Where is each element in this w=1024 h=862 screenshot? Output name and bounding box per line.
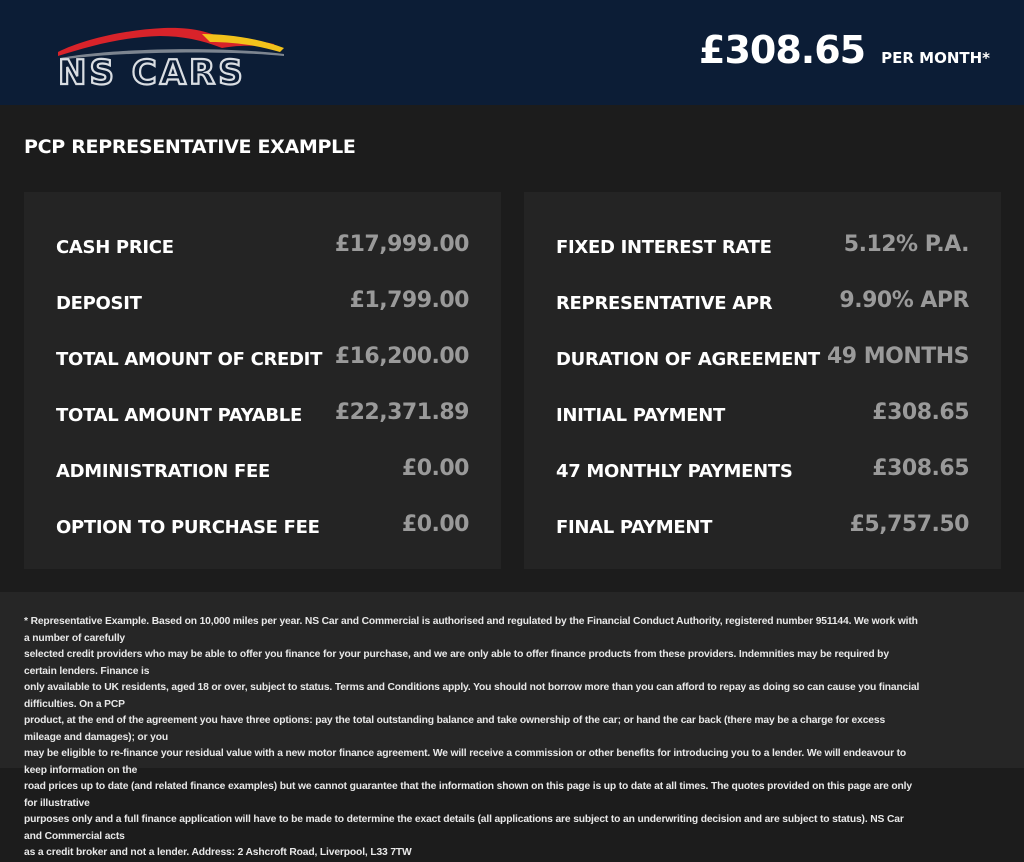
- row-cash-price: [56, 224, 469, 264]
- section-title: PCP REPRESENTATIVE EXAMPLE: [24, 136, 356, 158]
- row-total-credit: [56, 336, 469, 376]
- row-label: TOTAL AMOUNT OF CREDIT: [56, 348, 323, 370]
- ns-cars-logo[interactable]: [52, 18, 292, 90]
- row-value: £17,999.00: [334, 231, 469, 257]
- row-label: DURATION OF AGREEMENT: [556, 348, 820, 370]
- finance-section: [0, 105, 1024, 592]
- row-value: 5.12% P.A.: [843, 231, 969, 257]
- row-label: FINAL PAYMENT: [556, 516, 713, 538]
- logo-wordmark: NS CARS: [58, 53, 246, 90]
- row-value: £5,757.50: [849, 511, 969, 537]
- row-monthly-payments: [556, 448, 969, 488]
- disclaimer-line: road prices up to date (and related finance examples) but we cannot guarantee that the information shown on this page is up to date at all times. The quotes provided on this page are only for illustrative: [24, 781, 912, 809]
- row-value: £22,371.89: [334, 399, 469, 425]
- row-label: REPRESENTATIVE APR: [556, 292, 773, 314]
- disclaimer-line: product, at the end of the agreement you have three options: pay the total outstanding balance and take ownership of the car; or hand the car back (there may be a charge for excess mileage and damages); or you: [24, 715, 886, 743]
- row-deposit: [56, 280, 469, 320]
- row-label: DEPOSIT: [56, 292, 142, 314]
- row-value: £308.65: [872, 455, 969, 481]
- disclaimer-line: may be eligible to re-finance your residual value with a new motor finance agreement. We will receive a commission or other benefits for introducing you to a lender. We will endeavour to keep information on the: [24, 748, 907, 776]
- per-month-label: PER MONTH*: [881, 49, 990, 67]
- row-value: £1,799.00: [349, 287, 469, 313]
- disclaimer-text: [24, 614, 924, 862]
- row-label: OPTION TO PURCHASE FEE: [56, 516, 320, 538]
- row-value: £16,200.00: [334, 343, 469, 369]
- row-label: 47 MONTHLY PAYMENTS: [556, 460, 793, 482]
- monthly-price: £308.65: [699, 28, 866, 72]
- row-admin-fee: [56, 448, 469, 488]
- row-label: TOTAL AMOUNT PAYABLE: [56, 404, 302, 426]
- site-header: [0, 0, 1024, 105]
- finance-panel-left: [24, 192, 501, 569]
- row-representative-apr: [556, 280, 969, 320]
- disclaimer-line: purposes only and a full finance application will have to be made to determine the exact details (all applications are subject to an underwriting decision and are subject to status). NS Car and Commercial acts: [24, 814, 904, 842]
- row-fixed-interest-rate: [556, 224, 969, 264]
- row-label: ADMINISTRATION FEE: [56, 460, 270, 482]
- row-total-payable: [56, 392, 469, 432]
- row-value: 49 MONTHS: [826, 343, 969, 369]
- row-label: INITIAL PAYMENT: [556, 404, 725, 426]
- disclaimer-line: as a credit broker and not a lender. Address: 2 Ashcroft Road, Liverpool, L33 7TW: [24, 847, 412, 858]
- finance-panel-right: [524, 192, 1001, 569]
- disclaimer-line: selected credit providers who may be able to offer you finance for your purchase, and we are only able to offer finance products from these providers. Indemnities may be required by certain lenders. Finance is: [24, 649, 889, 677]
- row-value: £0.00: [401, 511, 469, 537]
- row-initial-payment: [556, 392, 969, 432]
- disclaimer-line: * Representative Example. Based on 10,000 miles per year. NS Car and Commercial is authorised and regulated by the Financial Conduct Authority, registered number 951144. We work with a number of carefully: [24, 616, 918, 644]
- row-duration: [556, 336, 969, 376]
- disclaimer-section: [0, 592, 1024, 858]
- disclaimer-line: only available to UK residents, aged 18 or over, subject to status. Terms and Conditions apply. You should not borrow more than you can afford to repay as doing so can cause you financial difficulties. On a PCP: [24, 682, 920, 710]
- row-label: CASH PRICE: [56, 236, 174, 258]
- row-label: FIXED INTEREST RATE: [556, 236, 772, 258]
- row-value: £308.65: [872, 399, 969, 425]
- monthly-price-block: [699, 28, 990, 72]
- row-final-payment: [556, 504, 969, 544]
- row-option-to-purchase-fee: [56, 504, 469, 544]
- row-value: £0.00: [401, 455, 469, 481]
- row-value: 9.90% APR: [839, 287, 969, 313]
